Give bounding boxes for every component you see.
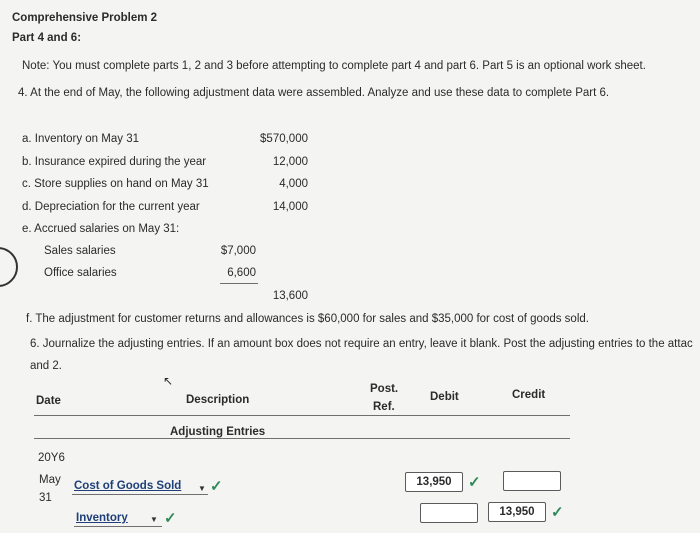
- sales-salaries-amount: $7,000: [220, 245, 256, 257]
- question-6-text: 6. Journalize the adjusting entries. If an amount box does not require an entry, leave it blank. Post the adjusting entries to the attac: [30, 338, 693, 350]
- sales-salaries-label: Sales salaries: [44, 245, 116, 257]
- adjustment-c-label: c. Store supplies on hand on May 31: [22, 178, 209, 190]
- section-divider: [34, 438, 570, 439]
- section-label: Adjusting Entries: [170, 426, 266, 438]
- adjustment-d-amount: 14,000: [272, 201, 308, 213]
- column-header-debit: Debit: [430, 391, 459, 403]
- office-salaries-label: Office salaries: [44, 267, 117, 279]
- adjustment-e-label: e. Accrued salaries on May 31:: [22, 223, 180, 235]
- header-divider: [34, 415, 570, 416]
- entry-1-account-underline: [72, 494, 208, 495]
- journal-year: 20Y6: [38, 452, 65, 464]
- adjustment-d-label: d. Depreciation for the current year: [22, 201, 200, 213]
- adjustment-b-label: b. Insurance expired during the year: [22, 156, 207, 168]
- column-header-credit: Credit: [512, 389, 546, 401]
- entry-2-credit-input[interactable]: 13,950: [488, 502, 546, 522]
- item-f-text: f. The adjustment for customer returns and allowances is $60,000 for sales and $35,000 for cost of goods sold.: [26, 313, 589, 325]
- salaries-underline: [220, 283, 258, 284]
- column-header-description: Description: [186, 394, 250, 406]
- journal-month: May: [39, 474, 61, 486]
- journal-day: 31: [39, 492, 52, 504]
- chevron-down-icon: ▼: [198, 484, 206, 493]
- cursor-icon: ↖: [163, 374, 174, 388]
- page-title: Comprehensive Problem 2: [12, 12, 158, 24]
- check-icon: ✓: [551, 504, 564, 521]
- scroll-handle-icon[interactable]: [0, 247, 18, 287]
- entry-1-credit-input[interactable]: [503, 471, 561, 491]
- column-header-post-ref-2: Ref.: [373, 401, 395, 413]
- check-icon: ✓: [468, 474, 481, 491]
- adjustment-b-amount: 12,000: [272, 156, 308, 168]
- adjustment-c-amount: 4,000: [279, 178, 308, 190]
- salaries-total: 13,600: [272, 290, 308, 302]
- office-salaries-amount: 6,600: [227, 267, 256, 279]
- check-icon: ✓: [164, 510, 177, 527]
- question-4-text: 4. At the end of May, the following adjustment data were assembled. Analyze and use these data to complete Part 6.: [18, 87, 610, 99]
- column-header-date: Date: [36, 395, 61, 407]
- adjustment-a-amount: $570,000: [260, 133, 308, 145]
- adjustment-a-label: a. Inventory on May 31: [22, 133, 139, 145]
- entry-2-account-label: Inventory: [76, 512, 128, 524]
- column-header-post-ref-1: Post.: [370, 383, 399, 395]
- question-6-continuation: and 2.: [30, 360, 62, 372]
- entry-1-account-label: Cost of Goods Sold: [74, 480, 182, 492]
- chevron-down-icon: ▼: [150, 515, 158, 524]
- note-text: Note: You must complete parts 1, 2 and 3 before attempting to complete part 4 and part 6. Part 5 is an optional work sheet.: [22, 60, 646, 72]
- entry-1-debit-input[interactable]: 13,950: [405, 472, 463, 492]
- entry-2-account-underline: [74, 526, 162, 527]
- entry-2-debit-input[interactable]: [420, 503, 478, 523]
- check-icon: ✓: [210, 478, 223, 495]
- page-subtitle: Part 4 and 6:: [12, 32, 82, 44]
